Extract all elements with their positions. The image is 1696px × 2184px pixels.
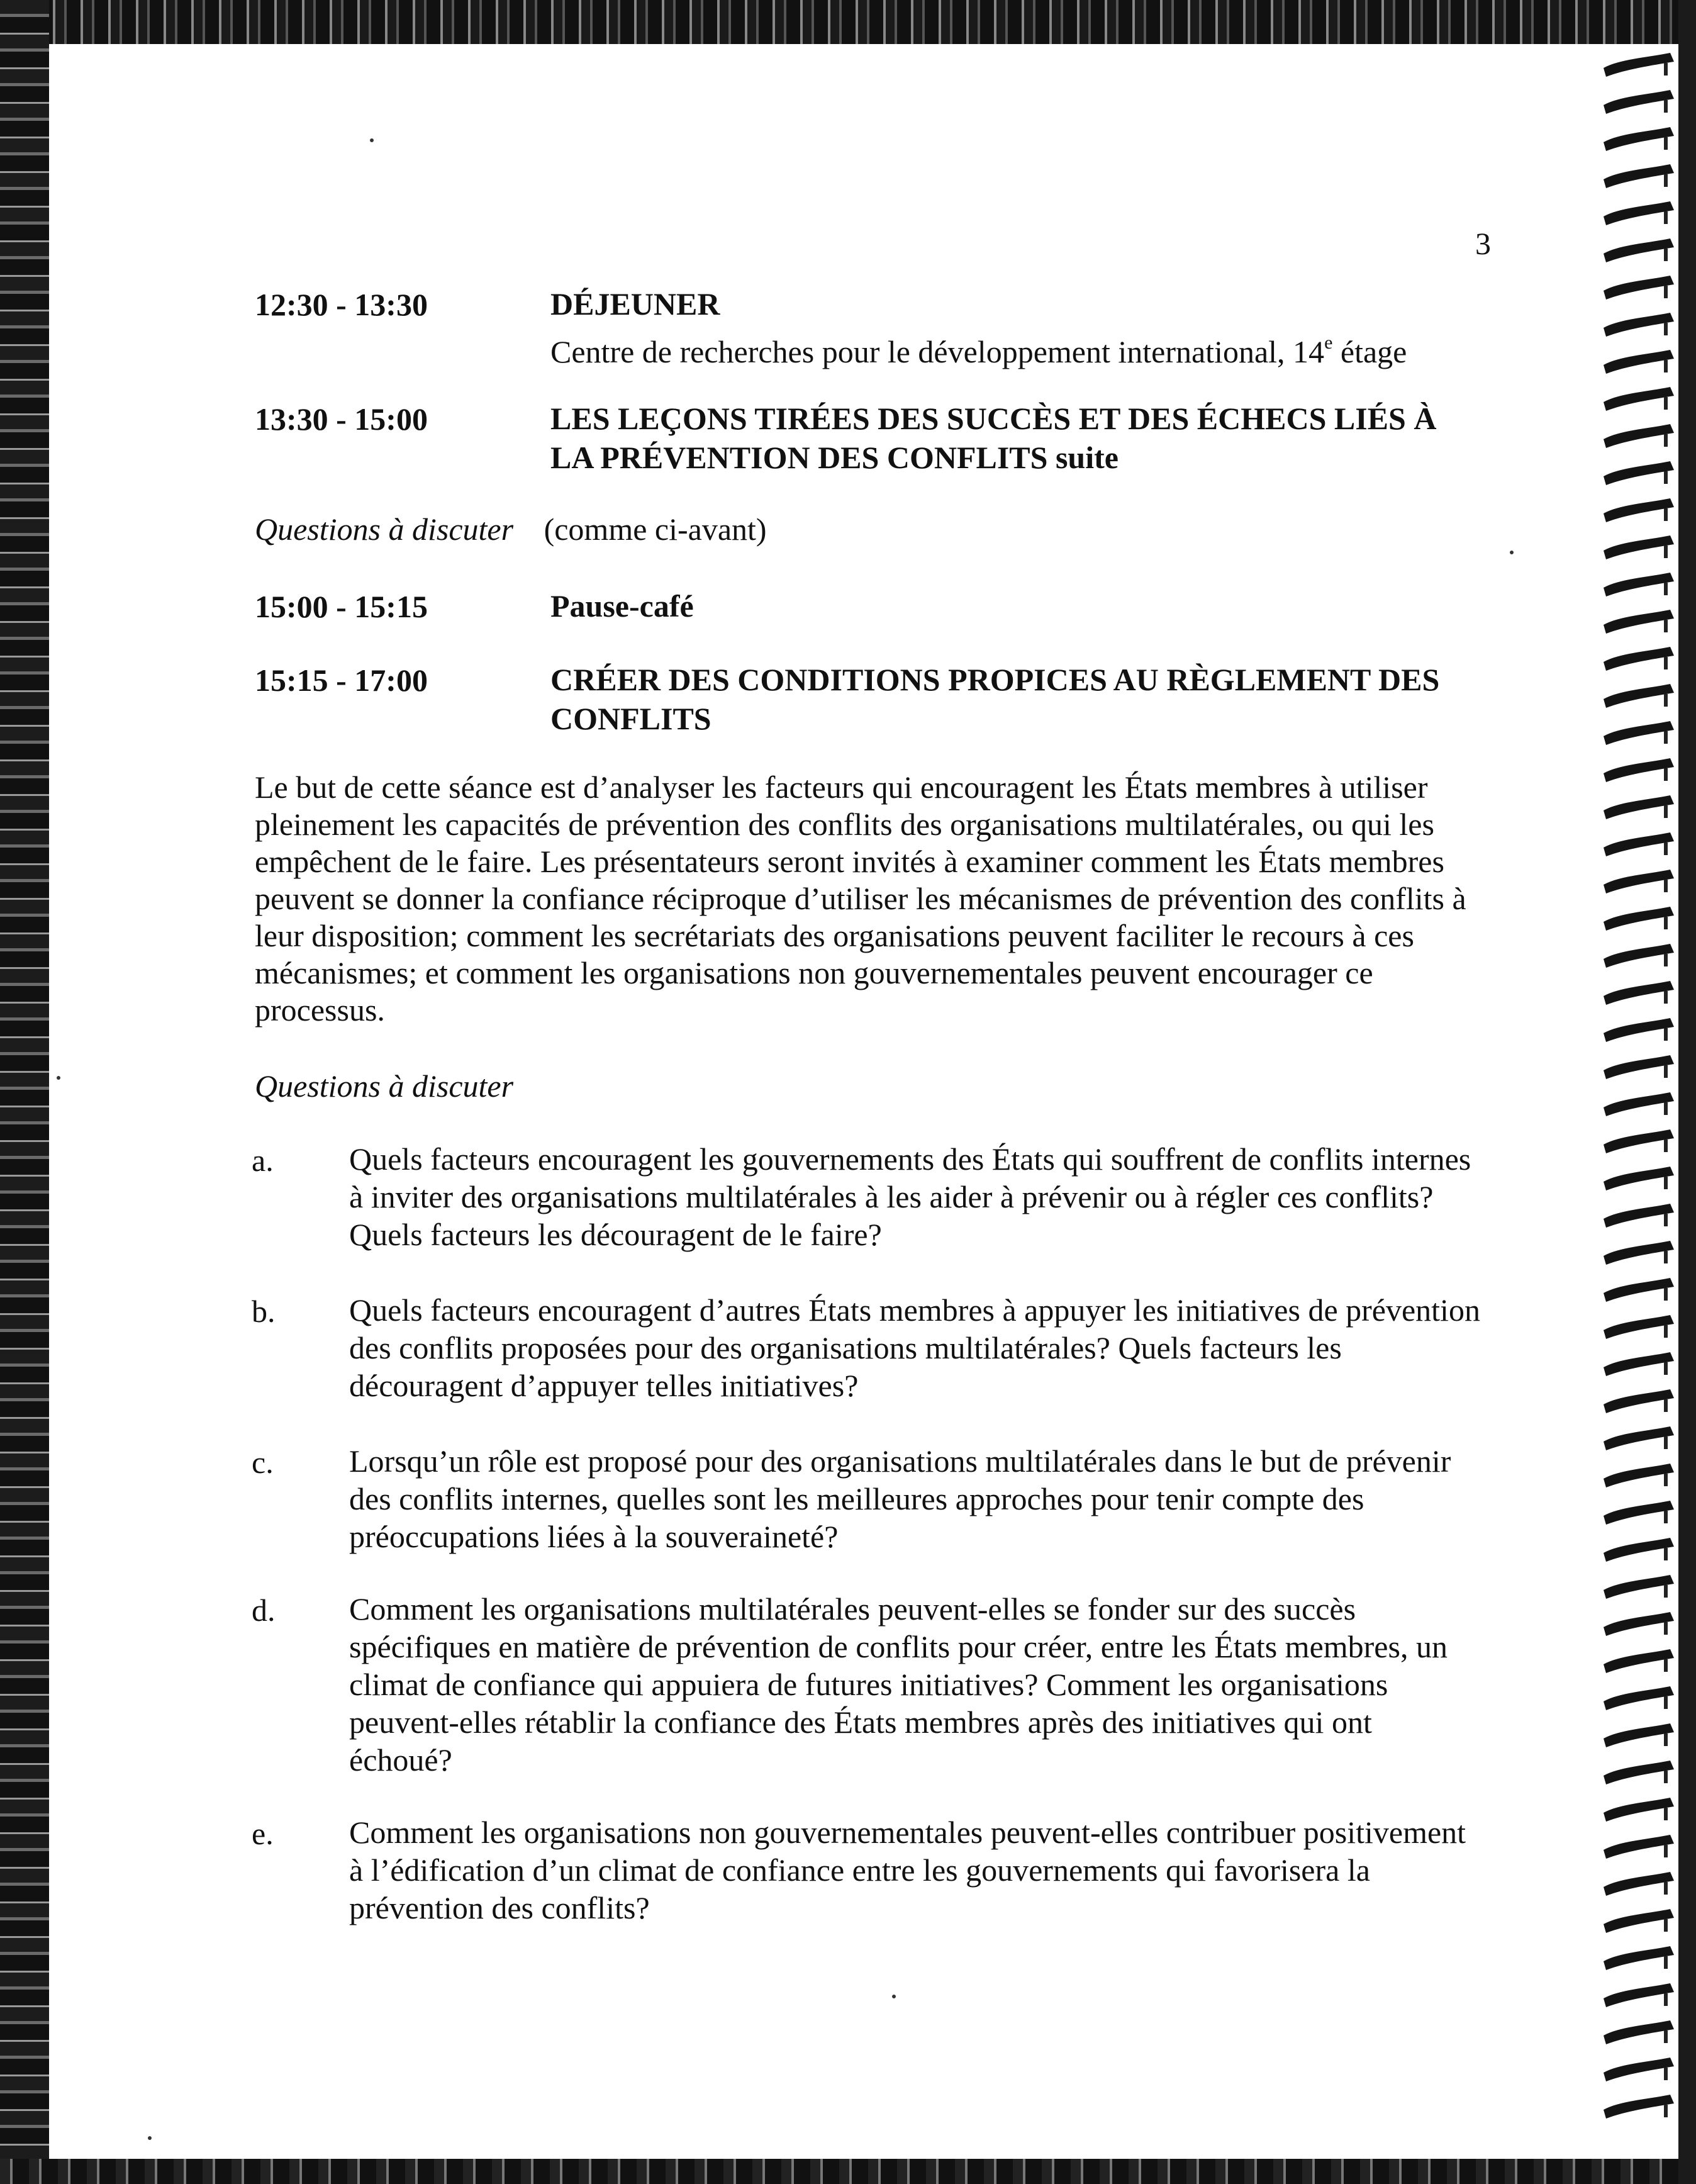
spiral-tick: [1664, 2030, 1668, 2043]
question-letter-a: a.: [252, 1143, 274, 1178]
spiral-coil: [1604, 461, 1674, 485]
spiral-tick: [1664, 211, 1668, 224]
scan-edge-bottom: [0, 2159, 1696, 2184]
spiral-coil: [1604, 2058, 1674, 2081]
spiral-coil: [1604, 498, 1674, 522]
spiral-coil: [1604, 1686, 1674, 1710]
session-title-4: CRÉER DES CONDITIONS PROPICES AU RÈGLEMENT DES CONFLITS: [550, 662, 1440, 736]
question-letter-b: b.: [252, 1294, 276, 1329]
spiral-tick: [1664, 620, 1668, 632]
spiral-coil: [1604, 164, 1674, 188]
spiral-tick: [1664, 1436, 1668, 1449]
scan-speck: [148, 2136, 152, 2140]
question-text-a: Quels facteurs encouragent les gouvernements des États qui souffrent de conflits internes à inviter des organisations multilatérales à les aider à prévenir ou à régler ces conflits? Quels facteurs les découragent de le faire?: [349, 1141, 1471, 1252]
scan-edge-right: [1678, 0, 1696, 2184]
questions-heading: Questions à discuter: [255, 1068, 514, 1104]
questions-inline: [255, 510, 767, 549]
question-text-c: Lorsqu’un rôle est proposé pour des organisations multilatérales dans le but de prévenir des conflits internes, quelles sont les meilleures approches pour tenir compte des préoccupations liées à la souveraineté?: [349, 1443, 1451, 1554]
question-text-b: Quels facteurs encouragent d’autres États membres à appuyer les initiatives de prévention des conflits proposées pour des organisations multilatérales? Quels facteurs les découragent d’appuyer telles initiatives?: [349, 1292, 1480, 1403]
spiral-tick: [1664, 1214, 1668, 1226]
spiral-coil: [1604, 1723, 1674, 1747]
spiral-coil: [1604, 2020, 1674, 2044]
questions-inline-label: Questions à discuter: [255, 512, 514, 547]
spiral-coil: [1604, 758, 1674, 782]
spiral-tick: [1664, 1028, 1668, 1041]
spiral-tick: [1664, 1622, 1668, 1635]
spiral-tick: [1664, 731, 1668, 744]
spiral-coil: [1604, 610, 1674, 634]
spiral-coil: [1604, 647, 1674, 671]
spiral-coil: [1604, 276, 1674, 300]
spiral-coil: [1604, 1204, 1674, 1228]
spiral-coil: [1604, 1352, 1674, 1376]
spiral-coil: [1604, 981, 1674, 1005]
spiral-coil: [1604, 1761, 1674, 1784]
session-suffix-2: suite: [1055, 440, 1119, 475]
question-letter-e: e.: [252, 1816, 274, 1851]
spiral-coil: [1604, 1055, 1674, 1079]
spiral-tick: [1664, 768, 1668, 781]
spiral-coil: [1604, 1129, 1674, 1153]
spiral-tick: [1664, 2105, 1668, 2117]
spiral-coil: [1604, 1018, 1674, 1042]
spiral-tick: [1664, 1065, 1668, 1078]
spiral-tick: [1664, 1733, 1668, 1746]
spiral-tick: [1664, 954, 1668, 966]
spiral-tick: [1664, 583, 1668, 595]
spiral-coil: [1604, 127, 1674, 151]
spiral-tick: [1664, 1845, 1668, 1857]
spiral-coil: [1604, 387, 1674, 411]
spiral-tick: [1664, 694, 1668, 707]
spiral-coil: [1604, 795, 1674, 819]
spiral-tick: [1664, 1771, 1668, 1783]
spiral-coil: [1604, 1612, 1674, 1636]
spiral-coil: [1604, 1315, 1674, 1339]
session-title-2: LES LEÇONS TIRÉES DES SUCCÈS ET DES ÉCHECS LIÉS À LA PRÉVENTION DES CONFLITS: [550, 401, 1437, 475]
spiral-coil: [1604, 424, 1674, 448]
session-4: [550, 660, 1463, 738]
session-description: Le but de cette séance est d’analyser les facteurs qui encouragent les États membres à utiliser pleinement les capacités de prévention des conflits des organisations multilatérales, ou qui les empêchent de le faire. Les présentateurs seront invités à examiner comment les États membres peuvent se donner la confiance réciproque d’utiliser les mécanismes de prévention des conflits à leur disposition; comment les secrétariats des organisations peuvent faciliter le recours à ces mécanismes; et comment les organisations non gouvernementales peuvent encourager ce processus.: [255, 770, 1466, 1028]
spiral-coil: [1604, 238, 1674, 262]
spiral-coil: [1604, 53, 1674, 77]
spiral-tick: [1664, 63, 1668, 76]
spiral-tick: [1664, 1140, 1668, 1152]
question-letter-d: d.: [252, 1593, 276, 1628]
spiral-tick: [1664, 1511, 1668, 1523]
spiral-tick: [1664, 1474, 1668, 1486]
spiral-coil: [1604, 1241, 1674, 1265]
spiral-tick: [1664, 1696, 1668, 1709]
spiral-coil: [1604, 1946, 1674, 1970]
spiral-tick: [1664, 397, 1668, 410]
scan-edge-top: [0, 0, 1696, 44]
spiral-coil: [1604, 1426, 1674, 1450]
session-1: [550, 284, 1481, 371]
session-time-2: 13:30 - 15:00: [255, 401, 428, 437]
spiral-coil: [1604, 1835, 1674, 1859]
question-text-d: Comment les organisations multilatérales peuvent-elles se fonder sur des succès spécifiques en matière de prévention de conflits pour créer, entre les États membres, un climat de confiance qui appuiera de futures initiatives? Comment les organisations peuvent-elles rétablir la confiance des États membres après des initiatives qui ont échoué?: [349, 1591, 1448, 1778]
spiral-tick: [1664, 471, 1668, 484]
spiral-tick: [1664, 286, 1668, 298]
session-title-1: DÉJEUNER: [550, 286, 720, 322]
spiral-tick: [1664, 137, 1668, 150]
page-number: 3: [1475, 226, 1491, 261]
spiral-coil: [1604, 1278, 1674, 1302]
question-letter-c: c.: [252, 1445, 274, 1480]
spiral-coil: [1604, 684, 1674, 708]
spiral-tick: [1664, 1325, 1668, 1338]
spiral-tick: [1664, 1362, 1668, 1375]
question-text-e: Comment les organisations non gouvernementales peuvent-elles contribuer positivement à l’édification d’un climat de confiance entre les gouvernements qui favorisera la prévention des conflits?: [349, 1815, 1466, 1925]
spiral-tick: [1664, 1177, 1668, 1189]
spiral-tick: [1664, 360, 1668, 372]
spiral-coil: [1604, 870, 1674, 893]
spiral-coil: [1604, 1501, 1674, 1525]
spiral-tick: [1664, 1659, 1668, 1672]
scan-speck: [892, 1995, 896, 1998]
session-3: [550, 586, 1481, 625]
scan-speck: [57, 1076, 60, 1080]
spiral-tick: [1664, 657, 1668, 669]
spiral-tick: [1664, 1585, 1668, 1598]
session-2: [550, 399, 1463, 477]
spiral-coil: [1604, 535, 1674, 559]
spiral-coil: [1604, 1909, 1674, 1933]
session-location-1: Centre de recherches pour le développement international, 14e étage: [550, 332, 1407, 369]
spiral-coil: [1604, 1872, 1674, 1896]
spiral-tick: [1664, 1548, 1668, 1560]
spiral-coil: [1604, 1575, 1674, 1599]
spiral-coil: [1604, 1538, 1674, 1562]
spiral-tick: [1664, 1993, 1668, 2006]
spiral-tick: [1664, 1288, 1668, 1301]
session-time-4: 15:15 - 17:00: [255, 663, 428, 698]
spiral-tick: [1664, 323, 1668, 335]
spiral-coil: [1604, 721, 1674, 745]
spiral-tick: [1664, 174, 1668, 187]
spiral-tick: [1664, 2068, 1668, 2080]
spiral-tick: [1664, 249, 1668, 261]
spiral-coil: [1604, 1167, 1674, 1190]
spiral-coil: [1604, 944, 1674, 968]
spiral-tick: [1664, 1399, 1668, 1412]
spiral-tick: [1664, 843, 1668, 855]
session-title-3: Pause-café: [550, 588, 694, 624]
spiral-tick: [1664, 508, 1668, 521]
spiral-coil: [1604, 1649, 1674, 1673]
spiral-coil: [1604, 1464, 1674, 1487]
spiral-coil: [1604, 573, 1674, 596]
spiral-tick: [1664, 805, 1668, 818]
spiral-tick: [1664, 1102, 1668, 1115]
questions-inline-note: (comme ci-avant): [544, 512, 767, 547]
spiral-tick: [1664, 991, 1668, 1004]
spiral-tick: [1664, 546, 1668, 558]
spiral-coil: [1604, 1092, 1674, 1116]
session-time-3: 15:00 - 15:15: [255, 589, 428, 624]
spiral-coil: [1604, 313, 1674, 337]
scan-edge-left: [0, 0, 49, 2184]
spiral-binding: [1601, 44, 1680, 2139]
spiral-tick: [1664, 880, 1668, 892]
spiral-coil: [1604, 201, 1674, 225]
spiral-tick: [1664, 1251, 1668, 1263]
spiral-tick: [1664, 917, 1668, 929]
scan-speck: [370, 138, 374, 142]
spiral-coil: [1604, 1798, 1674, 1822]
spiral-tick: [1664, 434, 1668, 447]
session-time-1: 12:30 - 13:30: [255, 287, 428, 322]
spiral-tick: [1664, 100, 1668, 113]
spiral-tick: [1664, 1882, 1668, 1895]
spiral-coil: [1604, 907, 1674, 931]
spiral-tick: [1664, 1919, 1668, 1932]
spiral-tick: [1664, 1808, 1668, 1820]
scan-speck: [1510, 551, 1514, 554]
spiral-coil: [1604, 832, 1674, 856]
spiral-coil: [1604, 350, 1674, 374]
spiral-tick: [1664, 1956, 1668, 1969]
spiral-coil: [1604, 90, 1674, 114]
spiral-coil: [1604, 1389, 1674, 1413]
spiral-coil: [1604, 2095, 1674, 2119]
spiral-coil: [1604, 1983, 1674, 2007]
